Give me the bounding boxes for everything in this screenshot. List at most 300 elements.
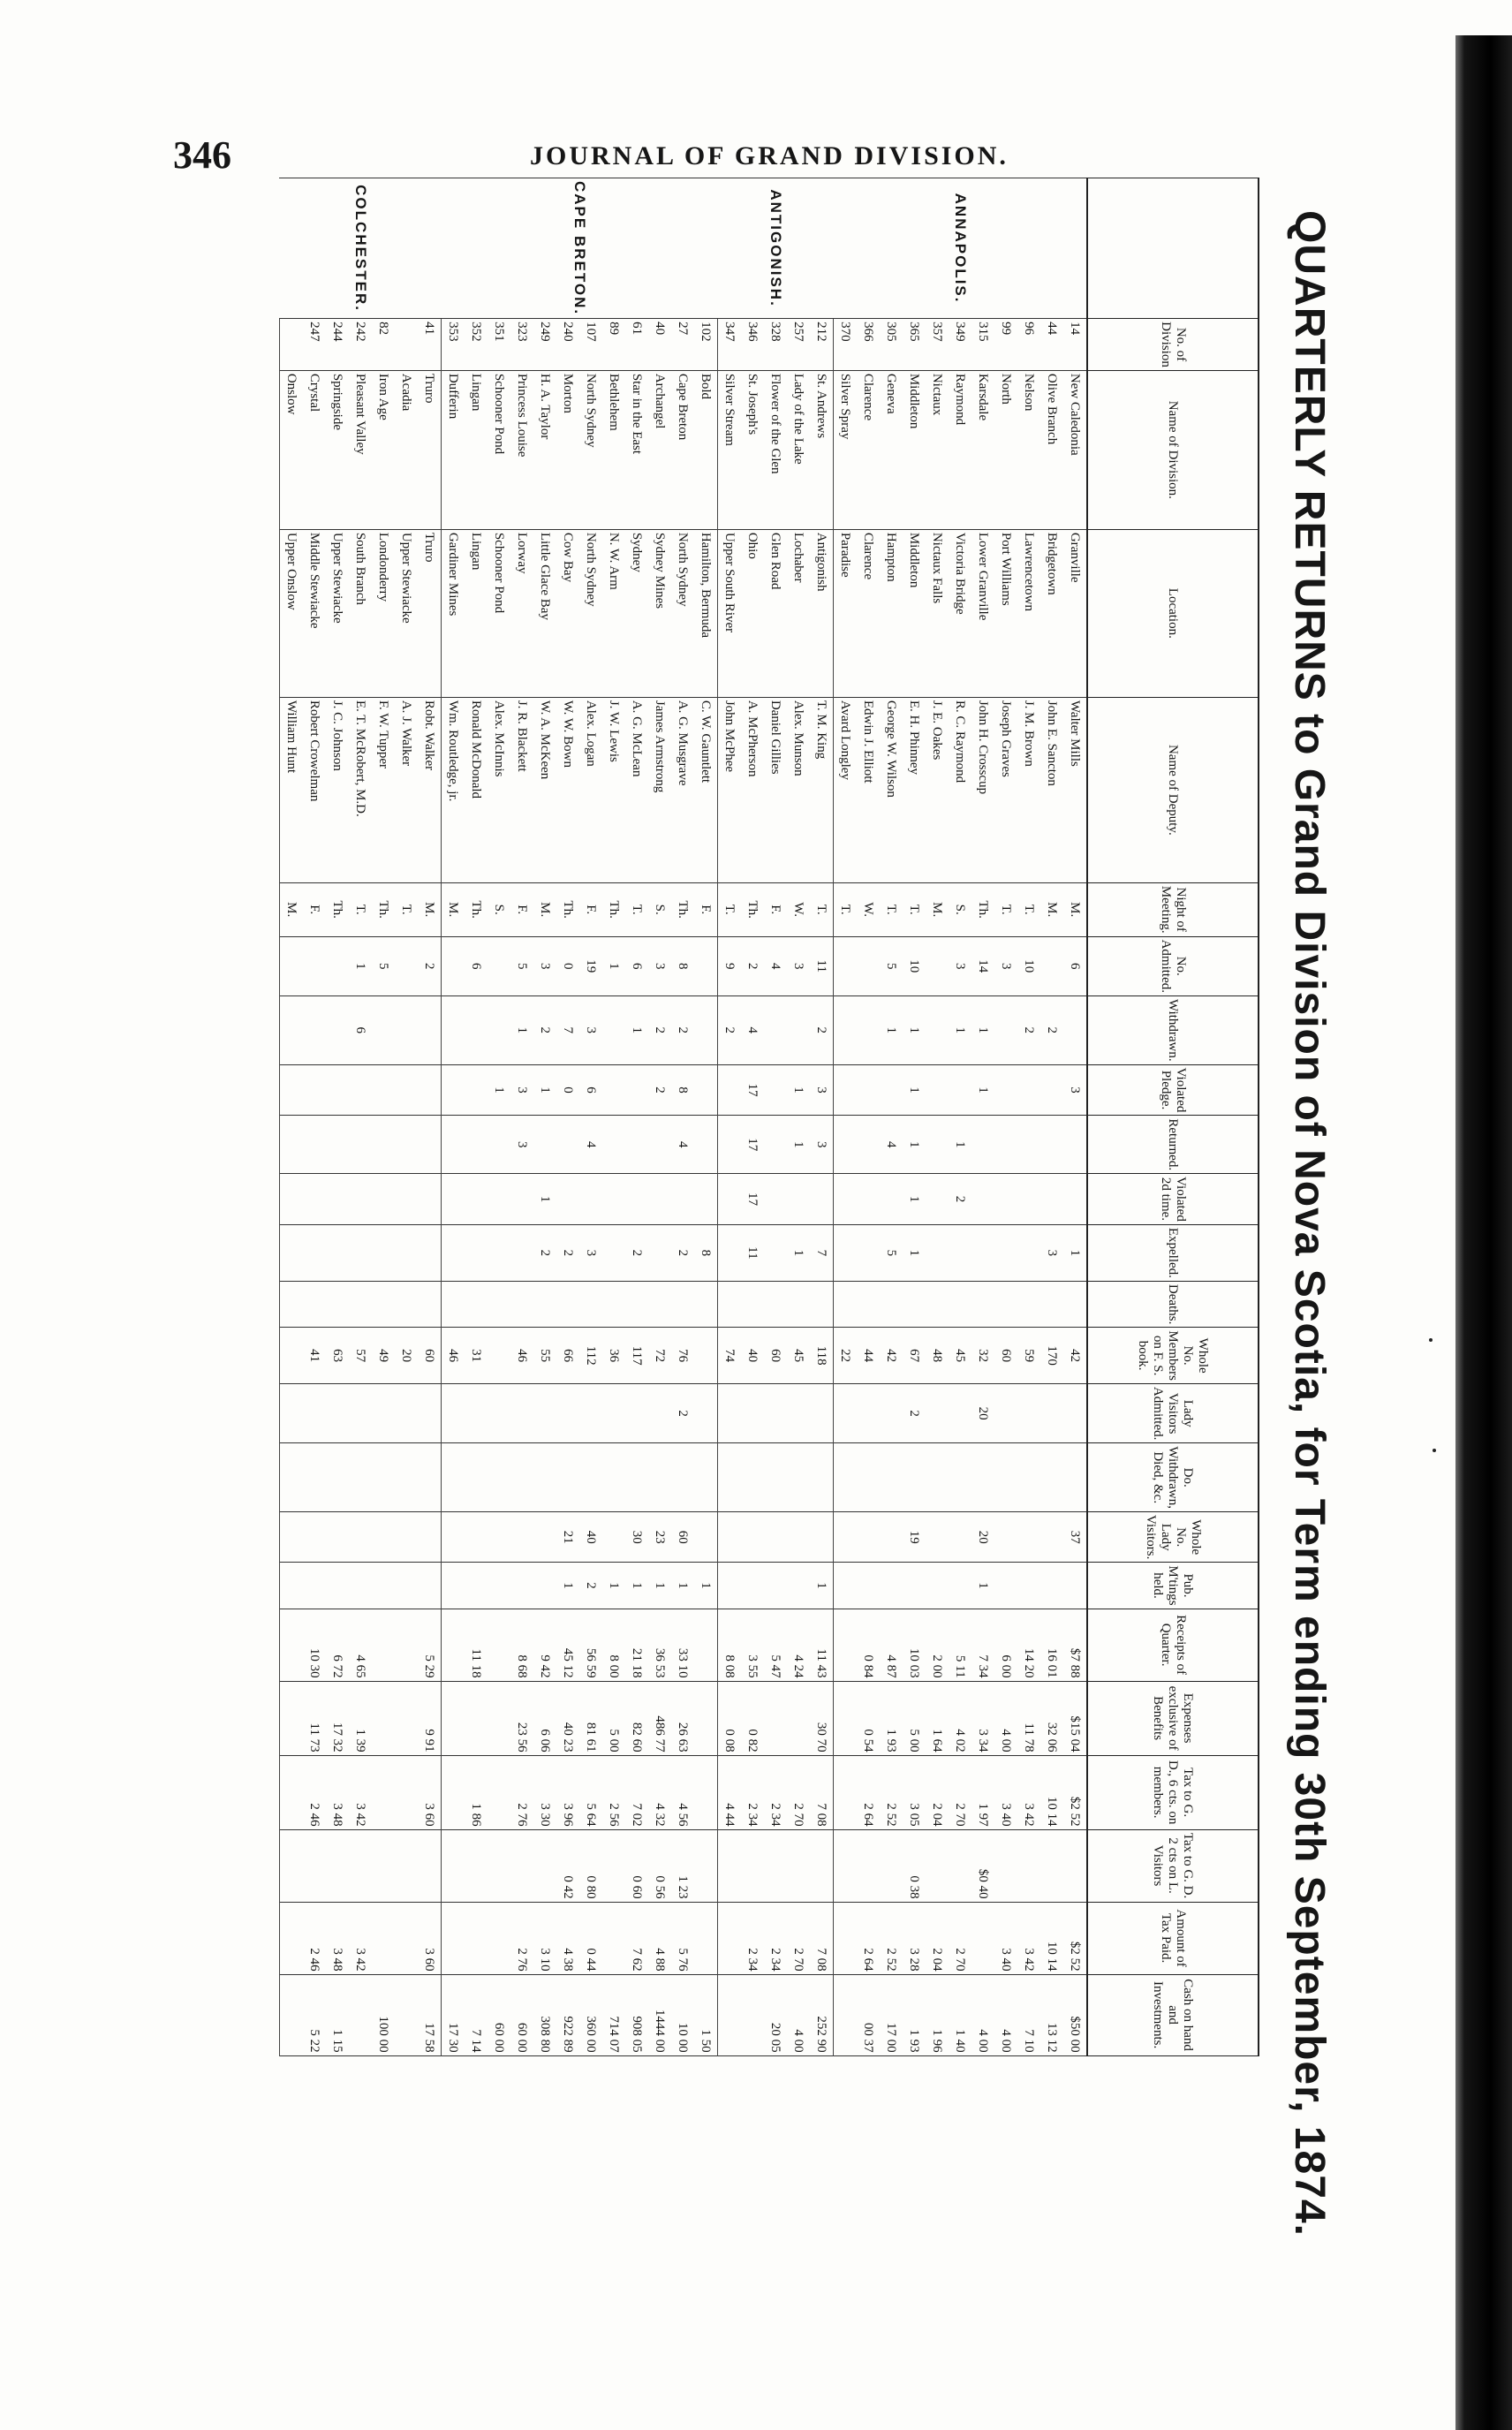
cell-tax-paid: 2 34 xyxy=(764,1902,787,1974)
cell-deputy: A. McPherson xyxy=(741,697,764,882)
cell-returned xyxy=(488,1116,510,1174)
cell-cash xyxy=(718,1974,742,2055)
cell-deputy: F. W. Tupper xyxy=(372,697,395,882)
cell-receipts: 8 00 xyxy=(602,1609,625,1681)
cell-violated2 xyxy=(395,1174,418,1225)
table-body xyxy=(280,178,1088,2056)
cell-expelled xyxy=(834,1224,858,1281)
cell-night: Th. xyxy=(602,882,625,936)
cell-location: Upper Onslow xyxy=(280,529,304,697)
cell-violated xyxy=(994,1064,1017,1116)
cell-tax-lv xyxy=(926,1829,949,1902)
cell-deputy: Alex. McInnis xyxy=(488,697,510,882)
cell-expenses xyxy=(395,1681,418,1755)
cell-no: 244 xyxy=(326,319,349,371)
cell-tax-lv xyxy=(787,1829,810,1902)
cell-tax-paid xyxy=(718,1902,742,1974)
cell-admitted xyxy=(280,936,304,995)
cell-night: Th. xyxy=(671,882,694,936)
cell-lv-withdrawn xyxy=(465,1443,488,1512)
cell-lv-admitted xyxy=(372,1383,395,1442)
cell-name: Acadia xyxy=(395,370,418,529)
cell-expenses: 0 82 xyxy=(741,1681,764,1755)
cell-withdrawn xyxy=(857,995,880,1064)
table-row xyxy=(280,178,304,2056)
cell-tax-gd: 2 46 xyxy=(303,1755,326,1829)
cell-night: T. xyxy=(718,882,742,936)
cell-returned xyxy=(764,1116,787,1174)
col-lv-admitted: Lady Visitors Admitted. xyxy=(1087,1383,1259,1442)
cell-deputy: Walter Mills xyxy=(1063,697,1087,882)
cell-deputy: J. M. Brown xyxy=(1017,697,1040,882)
cell-lv-admitted xyxy=(718,1383,742,1442)
cell-receipts: 8 68 xyxy=(510,1609,533,1681)
cell-deputy: James Armstrong xyxy=(648,697,671,882)
cell-no: 82 xyxy=(372,319,395,371)
cell-violated: 3 xyxy=(510,1064,533,1116)
cell-cash xyxy=(834,1974,858,2055)
cell-name: Cape Breton xyxy=(671,370,694,529)
cell-violated2 xyxy=(488,1174,510,1225)
cell-expelled xyxy=(994,1224,1017,1281)
table-row xyxy=(488,178,510,2056)
cell-admitted: 6 xyxy=(1063,936,1087,995)
cell-location: Lorway xyxy=(510,529,533,697)
cell-expelled xyxy=(326,1224,349,1281)
cell-tax-lv xyxy=(1017,1829,1040,1902)
table-row xyxy=(625,178,648,2056)
cell-returned xyxy=(857,1116,880,1174)
cell-receipts: 56 59 xyxy=(579,1609,602,1681)
cell-deaths xyxy=(810,1281,834,1327)
running-head: JOURNAL OF GRAND DIVISION. xyxy=(530,141,1009,170)
cell-deputy: J. W. Lewis xyxy=(602,697,625,882)
cell-no: 96 xyxy=(1017,319,1040,371)
cell-members: 66 xyxy=(556,1328,579,1384)
cell-tax-lv xyxy=(857,1829,880,1902)
cell-violated xyxy=(718,1064,742,1116)
cell-deaths xyxy=(418,1281,442,1327)
cell-tax-paid: $2 52 xyxy=(1063,1902,1087,1974)
cell-receipts: 5 29 xyxy=(418,1609,442,1681)
cell-expelled xyxy=(949,1224,971,1281)
cell-violated2 xyxy=(787,1174,810,1225)
cell-violated2 xyxy=(280,1174,304,1225)
cell-lv-whole xyxy=(418,1512,442,1563)
cell-tax-paid: 10 14 xyxy=(1040,1902,1063,1974)
cell-lv-admitted xyxy=(648,1383,671,1442)
county-label: ANNAPOLIS. xyxy=(834,178,1088,319)
cell-deputy: E. H. Phinney xyxy=(903,697,926,882)
cell-violated2 xyxy=(349,1174,372,1225)
cell-lv-whole: 23 xyxy=(648,1512,671,1563)
cell-receipts: 11 18 xyxy=(465,1609,488,1681)
cell-violated2: 2 xyxy=(949,1174,971,1225)
cell-violated2 xyxy=(510,1174,533,1225)
cell-cash: $50 00 xyxy=(1063,1974,1087,2055)
cell-returned: 1 xyxy=(787,1116,810,1174)
cell-deputy: A. G. McLean xyxy=(625,697,648,882)
col-violated2: Violated 2d time. xyxy=(1087,1174,1259,1225)
cell-lv-withdrawn xyxy=(718,1443,742,1512)
cell-returned xyxy=(418,1116,442,1174)
cell-returned xyxy=(533,1116,556,1174)
cell-tax-paid: 3 28 xyxy=(903,1902,926,1974)
cell-lv-whole xyxy=(280,1512,304,1563)
cell-withdrawn: 1 xyxy=(880,995,903,1064)
table-row xyxy=(994,178,1017,2056)
cell-deputy: J. R. Blackett xyxy=(510,697,533,882)
col-deputy: Name of Deputy. xyxy=(1087,697,1259,882)
cell-night: W. xyxy=(787,882,810,936)
cell-expenses xyxy=(764,1681,787,1755)
cell-tax-paid xyxy=(372,1902,395,1974)
cell-receipts: 10 03 xyxy=(903,1609,926,1681)
cell-members: 45 xyxy=(787,1328,810,1384)
cell-receipts xyxy=(694,1609,718,1681)
cell-no: 366 xyxy=(857,319,880,371)
cell-cash: 5 22 xyxy=(303,1974,326,2055)
cell-admitted: 3 xyxy=(648,936,671,995)
cell-violated2 xyxy=(1017,1174,1040,1225)
cell-returned xyxy=(648,1116,671,1174)
col-tax-lv: Tax to G. D. 2 cts on L. Visitors xyxy=(1087,1829,1259,1902)
cell-lv-whole: 60 xyxy=(671,1512,694,1563)
cell-violated xyxy=(326,1064,349,1116)
col-location: Location. xyxy=(1087,529,1259,697)
table-row xyxy=(810,178,834,2056)
col-deaths: Deaths. xyxy=(1087,1281,1259,1327)
cell-tax-paid: 5 76 xyxy=(671,1902,694,1974)
cell-members: 57 xyxy=(349,1328,372,1384)
cell-tax-paid: 2 52 xyxy=(880,1902,903,1974)
cell-no xyxy=(395,319,418,371)
cell-night: T. xyxy=(880,882,903,936)
cell-pub-meetings: 1 xyxy=(810,1563,834,1609)
cell-members: 59 xyxy=(1017,1328,1040,1384)
cell-expelled xyxy=(418,1224,442,1281)
cell-tax-paid: 3 40 xyxy=(994,1902,1017,1974)
cell-location: Little Glace Bay xyxy=(533,529,556,697)
cell-pub-meetings xyxy=(488,1563,510,1609)
cell-violated xyxy=(926,1064,949,1116)
cell-violated xyxy=(442,1064,465,1116)
cell-expelled: 2 xyxy=(671,1224,694,1281)
cell-expenses: 0 08 xyxy=(718,1681,742,1755)
cell-violated xyxy=(280,1064,304,1116)
cell-tax-lv xyxy=(602,1829,625,1902)
cell-deputy: William Hunt xyxy=(280,697,304,882)
cell-expenses: 40 23 xyxy=(556,1681,579,1755)
cell-expenses xyxy=(442,1681,465,1755)
cell-members: 40 xyxy=(741,1328,764,1384)
cell-deputy: John E. Sancton xyxy=(1040,697,1063,882)
cell-lv-admitted xyxy=(994,1383,1017,1442)
cell-violated xyxy=(764,1064,787,1116)
cell-name: Archangel xyxy=(648,370,671,529)
cell-lv-withdrawn xyxy=(994,1443,1017,1512)
cell-night: S. xyxy=(648,882,671,936)
cell-cash: 20 05 xyxy=(764,1974,787,2055)
cell-lv-whole xyxy=(488,1512,510,1563)
cell-expelled xyxy=(718,1224,742,1281)
cell-tax-paid xyxy=(971,1902,994,1974)
cell-lv-whole xyxy=(465,1512,488,1563)
cell-lv-admitted xyxy=(834,1383,858,1442)
cell-violated: 1 xyxy=(533,1064,556,1116)
cell-admitted: 2 xyxy=(741,936,764,995)
cell-tax-gd xyxy=(834,1755,858,1829)
cell-deaths xyxy=(556,1281,579,1327)
cell-violated: 1 xyxy=(787,1064,810,1116)
cell-admitted: 3 xyxy=(949,936,971,995)
cell-expelled xyxy=(280,1224,304,1281)
table-title: QUARTERLY RETURNS to Grand Division of Nova Scotia, for Term ending 30th September, 1874. xyxy=(1286,210,1333,2237)
cell-tax-paid xyxy=(488,1902,510,1974)
cell-tax-gd xyxy=(395,1755,418,1829)
cell-withdrawn: 2 xyxy=(718,995,742,1064)
cell-tax-gd: 3 60 xyxy=(418,1755,442,1829)
cell-lv-withdrawn xyxy=(556,1443,579,1512)
cell-pub-meetings xyxy=(395,1563,418,1609)
cell-night: F. xyxy=(579,882,602,936)
cell-tax-paid: 3 10 xyxy=(533,1902,556,1974)
cell-cash: 1 50 xyxy=(694,1974,718,2055)
cell-violated2 xyxy=(880,1174,903,1225)
cell-admitted: 3 xyxy=(533,936,556,995)
cell-deaths xyxy=(533,1281,556,1327)
cell-members: 42 xyxy=(880,1328,903,1384)
cell-returned xyxy=(372,1116,395,1174)
cell-night: T. xyxy=(903,882,926,936)
cell-expenses: 1 93 xyxy=(880,1681,903,1755)
cell-receipts: 6 00 xyxy=(994,1609,1017,1681)
cell-cash: 60 00 xyxy=(510,1974,533,2055)
page-number: 346 xyxy=(173,133,231,177)
cell-name: St. Joseph's xyxy=(741,370,764,529)
cell-tax-gd xyxy=(694,1755,718,1829)
cell-tax-gd: 1 86 xyxy=(465,1755,488,1829)
cell-location: Nictaux Falls xyxy=(926,529,949,697)
cell-lv-withdrawn xyxy=(579,1443,602,1512)
cell-cash: 4 00 xyxy=(971,1974,994,2055)
cell-cash: 17 00 xyxy=(880,1974,903,2055)
cell-no: 249 xyxy=(533,319,556,371)
cell-members xyxy=(488,1328,510,1384)
cell-withdrawn: 4 xyxy=(741,995,764,1064)
cell-receipts: 5 47 xyxy=(764,1609,787,1681)
cell-expenses: $15 04 xyxy=(1063,1681,1087,1755)
cell-violated2: 1 xyxy=(533,1174,556,1225)
cell-name: H. A. Taylor xyxy=(533,370,556,529)
cell-deaths xyxy=(834,1281,858,1327)
cell-admitted: 1 xyxy=(602,936,625,995)
col-receipts: Receipts of Quarter. xyxy=(1087,1609,1259,1681)
cell-withdrawn: 1 xyxy=(949,995,971,1064)
cell-tax-gd: 7 08 xyxy=(810,1755,834,1829)
cell-tax-paid xyxy=(694,1902,718,1974)
col-expenses: Expenses exclusive of Benefits xyxy=(1087,1681,1259,1755)
table-row xyxy=(1017,178,1040,2056)
cell-no: 305 xyxy=(880,319,903,371)
cell-night: T. xyxy=(994,882,1017,936)
col-violated: Violated Pledge. xyxy=(1087,1064,1259,1116)
col-lv-withdrawn: Do. Withdrawn, Died, &c. xyxy=(1087,1443,1259,1512)
cell-receipts: 8 08 xyxy=(718,1609,742,1681)
cell-name: Schooner Pond xyxy=(488,370,510,529)
cell-lv-admitted xyxy=(625,1383,648,1442)
table-row xyxy=(671,178,694,2056)
cell-deaths xyxy=(694,1281,718,1327)
cell-tax-lv xyxy=(465,1829,488,1902)
cell-lv-admitted xyxy=(1063,1383,1087,1442)
cell-tax-gd xyxy=(372,1755,395,1829)
cell-tax-paid: 3 42 xyxy=(1017,1902,1040,1974)
cell-admitted: 11 xyxy=(810,936,834,995)
cell-no: 102 xyxy=(694,319,718,371)
cell-deaths xyxy=(971,1281,994,1327)
cell-expenses: 81 61 xyxy=(579,1681,602,1755)
cell-admitted xyxy=(926,936,949,995)
cell-lv-withdrawn xyxy=(418,1443,442,1512)
table-row xyxy=(741,178,764,2056)
col-admitted: No. Admitted. xyxy=(1087,936,1259,995)
table-row xyxy=(579,178,602,2056)
cell-admitted: 8 xyxy=(671,936,694,995)
cell-members: 74 xyxy=(718,1328,742,1384)
cell-deputy: Ronald McDonald xyxy=(465,697,488,882)
cell-violated2 xyxy=(857,1174,880,1225)
cell-location: Hamilton, Bermuda xyxy=(694,529,718,697)
cell-cash: 100 00 xyxy=(372,1974,395,2055)
cell-no: 212 xyxy=(810,319,834,371)
cell-tax-paid: 3 60 xyxy=(418,1902,442,1974)
cell-members: 60 xyxy=(418,1328,442,1384)
cell-tax-lv xyxy=(741,1829,764,1902)
cell-tax-lv xyxy=(488,1829,510,1902)
cell-expelled xyxy=(764,1224,787,1281)
cell-location: Cow Bay xyxy=(556,529,579,697)
cell-pub-meetings xyxy=(349,1563,372,1609)
cell-lv-whole xyxy=(926,1512,949,1563)
cell-violated2 xyxy=(303,1174,326,1225)
cell-members: 46 xyxy=(442,1328,465,1384)
cell-withdrawn xyxy=(395,995,418,1064)
cell-receipts xyxy=(442,1609,465,1681)
col-pub-meetings: Pub. M'tings held. xyxy=(1087,1563,1259,1609)
cell-expelled xyxy=(857,1224,880,1281)
cell-deputy: Robt. Walker xyxy=(418,697,442,882)
cell-withdrawn: 2 xyxy=(1017,995,1040,1064)
cell-violated2 xyxy=(442,1174,465,1225)
cell-tax-paid: 2 76 xyxy=(510,1902,533,1974)
cell-admitted xyxy=(395,936,418,995)
cell-violated2 xyxy=(694,1174,718,1225)
cell-lv-withdrawn xyxy=(602,1443,625,1512)
cell-deputy: W. A. McKeen xyxy=(533,697,556,882)
cell-violated: 6 xyxy=(579,1064,602,1116)
cell-lv-admitted xyxy=(533,1383,556,1442)
cell-no: 328 xyxy=(764,319,787,371)
cell-deputy: Wm. Routledge, jr. xyxy=(442,697,465,882)
cell-lv-whole xyxy=(994,1512,1017,1563)
cell-pub-meetings xyxy=(903,1563,926,1609)
cell-receipts: 33 10 xyxy=(671,1609,694,1681)
cell-withdrawn xyxy=(602,995,625,1064)
cell-name: North Sydney xyxy=(579,370,602,529)
cell-violated: 17 xyxy=(741,1064,764,1116)
cell-withdrawn: 3 xyxy=(579,995,602,1064)
cell-admitted xyxy=(834,936,858,995)
cell-returned: 4 xyxy=(579,1116,602,1174)
cell-location: N. W. Arm xyxy=(602,529,625,697)
cell-deaths xyxy=(648,1281,671,1327)
cell-night: T. xyxy=(1017,882,1040,936)
cell-tax-gd: 4 44 xyxy=(718,1755,742,1829)
cell-expelled xyxy=(442,1224,465,1281)
cell-violated2 xyxy=(1063,1174,1087,1225)
cell-members: 117 xyxy=(625,1328,648,1384)
cell-expelled: 2 xyxy=(556,1224,579,1281)
cell-returned: 4 xyxy=(880,1116,903,1174)
cell-lv-withdrawn xyxy=(533,1443,556,1512)
cell-violated xyxy=(465,1064,488,1116)
cell-no: 347 xyxy=(718,319,742,371)
cell-night: Th. xyxy=(971,882,994,936)
cell-returned: 3 xyxy=(510,1116,533,1174)
cell-pub-meetings: 1 xyxy=(602,1563,625,1609)
cell-lv-whole: 37 xyxy=(1063,1512,1087,1563)
cell-withdrawn xyxy=(926,995,949,1064)
cell-name: Middleton xyxy=(903,370,926,529)
cell-violated: 1 xyxy=(903,1064,926,1116)
cell-tax-lv xyxy=(533,1829,556,1902)
cell-violated2 xyxy=(671,1174,694,1225)
cell-location: Lawrencetown xyxy=(1017,529,1040,697)
cell-deputy: Avard Longley xyxy=(834,697,858,882)
table-row xyxy=(349,178,372,2056)
cell-tax-gd: 2 04 xyxy=(926,1755,949,1829)
cell-name: Bethlehem xyxy=(602,370,625,529)
cell-deputy: Alex. Logan xyxy=(579,697,602,882)
cell-returned xyxy=(602,1116,625,1174)
col-withdrawn: Withdrawn. xyxy=(1087,995,1259,1064)
cell-cash: 1 40 xyxy=(949,1974,971,2055)
cell-tax-lv: 0 80 xyxy=(579,1829,602,1902)
cell-deaths xyxy=(949,1281,971,1327)
cell-tax-paid: 2 64 xyxy=(857,1902,880,1974)
cell-expenses: 82 60 xyxy=(625,1681,648,1755)
cell-tax-lv: 0 42 xyxy=(556,1829,579,1902)
cell-name: Onslow xyxy=(280,370,304,529)
cell-night: F. xyxy=(764,882,787,936)
cell-lv-admitted xyxy=(326,1383,349,1442)
cell-receipts: 4 65 xyxy=(349,1609,372,1681)
cell-withdrawn: 2 xyxy=(810,995,834,1064)
cell-receipts: 45 12 xyxy=(556,1609,579,1681)
cell-expenses: 26 63 xyxy=(671,1681,694,1755)
cell-night: F. xyxy=(694,882,718,936)
cell-pub-meetings xyxy=(372,1563,395,1609)
binding-edge xyxy=(1455,35,1512,2430)
cell-tax-gd: 2 56 xyxy=(602,1755,625,1829)
cell-location: Gardiner Mines xyxy=(442,529,465,697)
cell-returned xyxy=(926,1116,949,1174)
table-row xyxy=(372,178,395,2056)
cell-expelled: 1 xyxy=(787,1224,810,1281)
cell-night: M. xyxy=(1040,882,1063,936)
cell-deputy: J. E. Oakes xyxy=(926,697,949,882)
